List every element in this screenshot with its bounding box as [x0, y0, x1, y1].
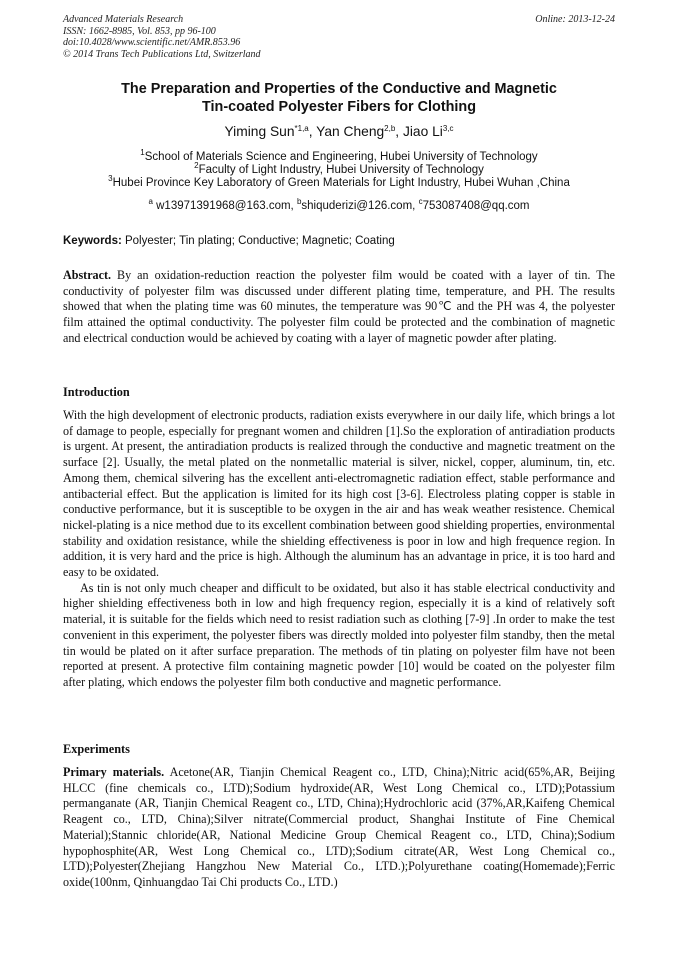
email-c: 753087408@qq.com: [422, 200, 530, 212]
primary-materials-text: Acetone(AR, Tianjin Chemical Reagent co., LTD, China);Nitric acid(65%,AR, Beijing HLCC (fine chemicals co., LTD);Sodium hydroxide(AR, West Long Chemical co., LTD);Potassium permanganate (AR, Tianjin Chemical Reagent co., LTD, China);Hydrochloric acid (37%,AR,Kaifeng Chemical Reagent co., LTD, China);Silver nitrate(Commercial product, Shanghai Institute of Fine Chemical Material);Stannic chloride(AR, National Medicine Group Chemical Reagent co., LTD, China);Sodium hypophosphite(AR, West Long Chemical co., LTD);Sodium citrate(AR, West Long Chemical co., LTD);Polyester(Zhejiang Hangzhou New Material Co., LTD.);Polyurethane coating(Homemade);Ferric oxide(100nm, Qinhuangdao Tai Chi products Co., LTD.): [63, 765, 615, 889]
affiliation-3: $^3$Hubei Province Key Laboratory of Green Materials for Light Industry, Hubei Wuhan ,China: [108, 174, 570, 189]
abstract: [63, 268, 615, 347]
abstract-label: Abstract.: [63, 268, 112, 282]
primary-materials-label: Primary materials.: [63, 765, 165, 779]
abstract-text: By an oxidation-reduction reaction the polyester film would be coated with a layer of tin. The conductivity of polyester film was discussed under different plating time, temperature, and PH. The results showed that when the plating time was 60 minutes, the temperature was 90℃ and the PH was 4, the polyester film attained the optimal conductivity. The polyester film could be protected and the combination of magnetic and electrical conduction would be achieved by coating with a layer of magnetic powder after plating.: [63, 268, 615, 345]
author-1: Yiming Sun: [224, 124, 295, 139]
author-1-marker: *1,a: [294, 124, 309, 133]
introduction-paragraph-1: With the high development of electronic products, radiation exists everywhere in our daily life, which brings a lot of damage to people, especially for pregnant women and children [1].So the exploration of antiradiation products is urgent. At present, the antiradiation products is realized through the conductive and magnetic treatment on the surface [2]. Usually, the metal plated on the nonmetallic material is silver, nickel, copper, aluminum, tin, etc. Among them, chemical silvering has the excellent anti-electromagnetic radiation effect, stable performance and antibacterial effect. But the application is limited for its high cost [3-6]. Electroless plating copper is stable in conductive performance, but it is susceptible to be oxygen in the air and has weak weather resistence. Chemical nickel-plating is a nice method due to its excellent combination between good shielding properties, environmental stability and oxidation resistance, while the shielding effectiveness is poor in low and high frequence region. In addition, it is very hard and the price is high. Although the aluminum has an advantage in price, it is too hard and easy to be oxidated.: [63, 408, 615, 580]
copyright-line: © 2014 Trans Tech Publications Ltd, Switzerland: [63, 48, 261, 60]
doi-line: doi:10.4028/www.scientific.net/AMR.853.96: [63, 37, 241, 48]
experiments-heading: Experiments: [63, 742, 130, 756]
author-emails: $^a$ w13971391968@163.com, $^b$shiquderizi@126.com, $^c$753087408@qq.com: [148, 197, 530, 212]
online-date: Online: 2013-12-24: [535, 14, 615, 25]
email-b: shiquderizi@126.com,: [301, 200, 419, 212]
author-3-marker: 3,c: [442, 124, 454, 133]
affiliations: [40, 148, 638, 190]
introduction-body: [63, 408, 615, 691]
keywords-label: Keywords:: [63, 235, 122, 247]
author-3: , Jiao Li: [395, 124, 443, 139]
issn-line: ISSN: 1662-8985, Vol. 853, pp 96-100: [63, 25, 216, 37]
email-a: w13971391968@163.com,: [152, 200, 297, 212]
journal-name: Advanced Materials Research: [63, 14, 184, 25]
primary-materials: [63, 765, 615, 891]
journal-header: [63, 14, 261, 60]
paper-title: [40, 80, 638, 116]
author-2: , Yan Cheng: [308, 124, 385, 139]
title-line-2: Tin-coated Polyester Fibers for Clothing: [202, 99, 476, 115]
introduction-heading: Introduction: [63, 385, 130, 399]
affiliation-1: $^1$School of Materials Science and Engineering, Hubei University of Technology: [140, 148, 538, 163]
keywords-text: Polyester; Tin plating; Conductive; Magnetic; Coating: [121, 235, 395, 247]
keywords: [63, 235, 395, 247]
author-list: [40, 124, 638, 139]
introduction-paragraph-2: As tin is not only much cheaper and difficult to be oxidated, but also it has stable electrical conductivity and higher shielding effectiveness both in low and high frequency region, especially it is a kind of relatively soft material, it is suitable for the fields which need to resist radiation such as clothing [7-9] .In order to make the test convenient in this experiment, the polyester fibers was directly molded into polyester film standby, then the metal tin would be plated on it after surface preparation. The methods of tin plating on polyester film have not been reported at present. A protective film containing magnetic powder [10] would be coated on the polyester film after plating, which endows the polyester film both conductive and magnetic performance.: [63, 580, 615, 689]
title-line-1: The Preparation and Properties of the Conductive and Magnetic: [121, 81, 557, 97]
affiliation-2: $^2$Faculty of Light Industry, Hubei University of Technology: [194, 161, 484, 176]
author-2-marker: 2,b: [384, 124, 396, 133]
